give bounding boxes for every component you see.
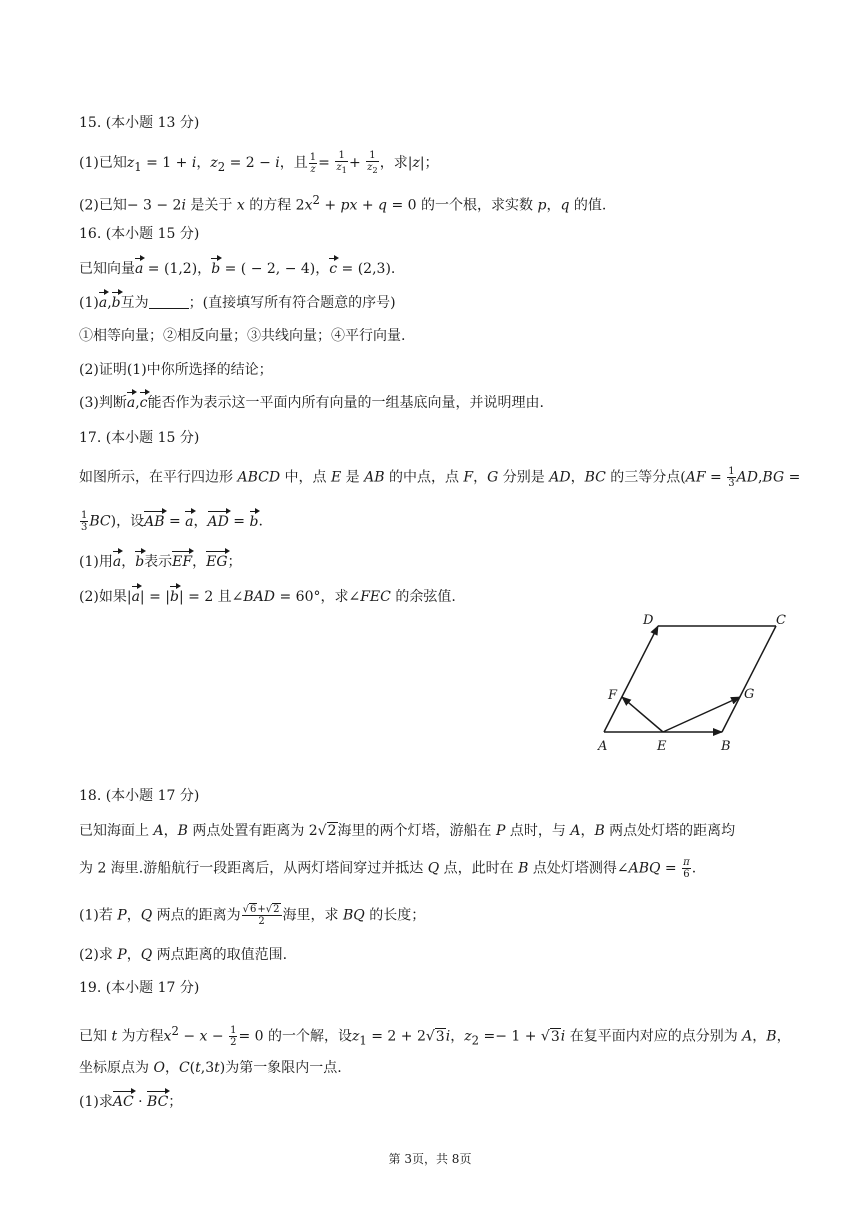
label-c: C <box>776 613 786 628</box>
problem-18-part-2: (2)求 P，Q 两点距离的取值范围. <box>79 947 288 963</box>
side-cb <box>722 626 776 732</box>
label-a: A <box>598 739 608 754</box>
problem-19-part-1: (1)求AC · BC； <box>79 1094 183 1110</box>
problem-18-part-1: (1)若 P，Q 两点的距离为 $\frac{√6+√2}{2}$ 海里，求 BQ 的长度； <box>79 904 426 927</box>
label-b: B <box>721 739 731 754</box>
problem-16-part-3: (3)判断a,c能否作为表示这一平面内所有向量的一组基底向量，并说明理由. <box>79 395 544 411</box>
problem-18-stem-line-2: 为 2 海里.游船航行一段距离后，从两灯塔间穿过并抵达 Q 点，此时在 B 点处灯塔测得∠ABQ = $\frac{\pi}{6}$ . <box>79 857 697 880</box>
problem-19-stem-line-1: 已知 t 为方程$x^2 - x$ − $\frac{1}{2}$ = 0 的一个解，设$z_1 = 2 + 2√3i$，$z_2 =- 1 + √3i$ 在复平面内对应的点分别为 A，B， <box>79 1024 791 1049</box>
problem-15-part-1: (1)已知$z_1 = 1 + i$，$z_2 = 2 - i$，且 $\frac{1}{z}$ = $\frac{1}{z_1}$ + $\frac{1}{z_2}$ ，求|z|； <box>79 150 439 175</box>
problem-18-header: 18. (本小题 17 分) <box>79 788 200 804</box>
vector-ad <box>604 626 658 732</box>
problem-16-stem: 已知向量a = (1,2)，b = ( − 2, − 4)，c = (2,3). <box>79 261 396 277</box>
problem-17-stem-line-1: 如图所示，在平行四边形 ABCD 中，点 E 是 AB 的中点，点 F，G 分别是 AD，BC 的三等分点(AF = $\frac{1}{3}$ AD,BG = <box>79 466 801 489</box>
vector-ef <box>622 697 663 732</box>
problem-18-stem-line-1: 已知海面上 A，B 两点处置有距离为 2√2海里的两个灯塔，游船在 P 点时，与 A，B 两点处灯塔的距离均 <box>79 823 736 839</box>
page-footer: 第 3页，共 8页 <box>388 1152 472 1166</box>
problem-17-part-2: (2)如果|a| = |b| = 2 且∠BAD = 60°，求∠FEC 的余弦值. <box>79 589 456 605</box>
problem-19-header: 19. (本小题 17 分) <box>79 980 200 996</box>
problem-17-header: 17. (本小题 15 分) <box>79 430 200 446</box>
problem-15-header: 15. (本小题 13 分) <box>79 115 200 131</box>
problem-17-part-1: (1)用a，b表示EF，EG； <box>79 554 242 570</box>
problem-16-header: 16. (本小题 15 分) <box>79 226 200 242</box>
problem-19-stem-line-2: 坐标原点为 O，C(t,3t)为第一象限内一点. <box>79 1060 342 1076</box>
label-g: G <box>744 687 755 702</box>
problem-15-part-2: (2)已知− 3 − 2i 是关于 x 的方程 $2x^2$ + px + q = 0 的一个根，求实数 p，q 的值. <box>79 193 607 214</box>
problem-17-stem-line-2: $\frac{1}{3}$ BC)，设AB = a，AD = b. <box>81 510 263 533</box>
parallelogram-figure <box>588 604 798 756</box>
label-e: E <box>657 739 667 754</box>
label-f: F <box>608 688 618 703</box>
problem-16-part-2: (2)证明(1)中你所选择的结论； <box>79 362 273 378</box>
problem-16-part-1: (1)a,b互为 ；(直接填写所有符合题意的序号) <box>79 295 396 311</box>
problem-16-options: ①相等向量；②相反向量；③共线向量；④平行向量. <box>79 328 406 344</box>
label-d: D <box>643 613 654 628</box>
vector-eg <box>663 697 740 732</box>
